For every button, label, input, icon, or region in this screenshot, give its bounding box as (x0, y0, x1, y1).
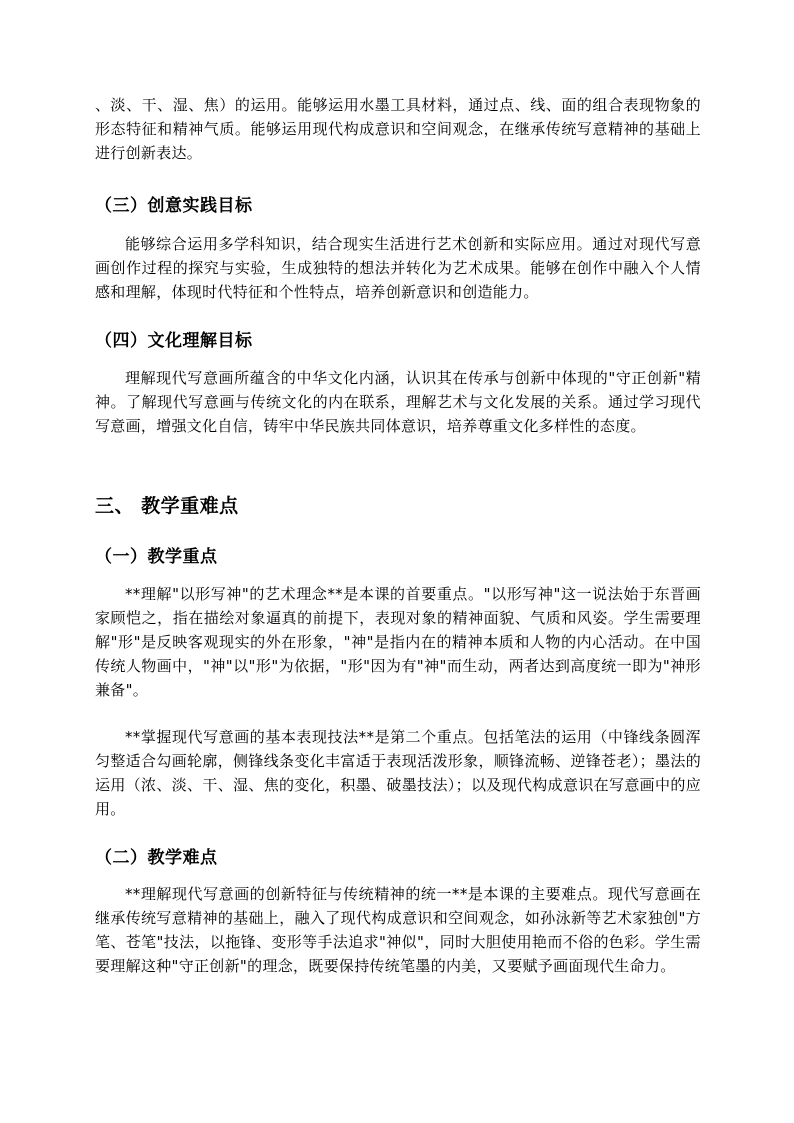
cultural-understanding-paragraph: 理解现代写意画所蕴含的中华文化内涵，认识其在传承与创新中体现的"守正创新"精神。了解现代写意画与传统文化的内在联系，理解艺术与文化发展的关系。通过学习现代写意画，增强文化自信，铸牢中华民族共同体意识，培养尊重文化多样性的态度。 (95, 369, 701, 435)
teaching-focus-paragraph-1: **理解"以形写神"的艺术理念**是本课的首要重点。"以形写神"这一说法始于东晋画家顾恺之，指在描绘对象逼真的前提下，表现对象的精神面貌、气质和风姿。学生需要理解"形"是反映客观现实的外在形象，"神"是指内在的精神本质和人物的内心活动。在中国传统人物画中，"神"以"形"为依据，"形"因为有"神"而生动，两者达到高度统一即为"神形兼备"。 (95, 585, 701, 699)
heading-section-three: 三、 教学重难点 (95, 495, 239, 517)
heading-cultural-understanding: （四）文化理解目标 (95, 331, 253, 351)
heading-teaching-difficulty: （二）教学难点 (95, 848, 218, 868)
intro-paragraph: 、淡、干、湿、焦）的运用。能够运用水墨工具材料，通过点、线、面的组合表现物象的形态特征和精神气质。能够运用现代构成意识和空间观念，在继承传统写意精神的基础上进行创新表达。 (95, 96, 701, 162)
teaching-difficulty-paragraph: **理解现代写意画的创新特征与传统精神的统一**是本课的主要难点。现代写意画在继承传统写意精神的基础上，融入了现代构成意识和空间观念，如孙泳新等艺术家独创"方笔、苍笔"技法，以拖锋、变形等手法追求"神似"，同时大胆使用艳而不俗的色彩。学生需要理解这种"守正创新"的理念，既要保持传统笔墨的内美，又要赋予画面现代生命力。 (95, 885, 701, 975)
heading-creative-practice: （三）创意实践目标 (95, 196, 253, 216)
heading-teaching-focus: （一）教学重点 (95, 547, 218, 567)
creative-practice-paragraph: 能够综合运用多学科知识，结合现实生活进行艺术创新和实际应用。通过对现代写意画创作过程的探究与实验，生成独特的想法并转化为艺术成果。能够在创作中融入个人情感和理解，体现时代特征和个性特点，培养创新意识和创造能力。 (95, 235, 701, 301)
teaching-focus-paragraph-2: **掌握现代写意画的基本表现技法**是第二个重点。包括笔法的运用（中锋线条圆浑匀整适合勾画轮廓，侧锋线条变化丰富适于表现活泼形象，顺锋流畅、逆锋苍老）；墨法的运用（浓、淡、干、湿、焦的变化，积墨、破墨技法）；以及现代构成意识在写意画中的应用。 (95, 728, 701, 818)
